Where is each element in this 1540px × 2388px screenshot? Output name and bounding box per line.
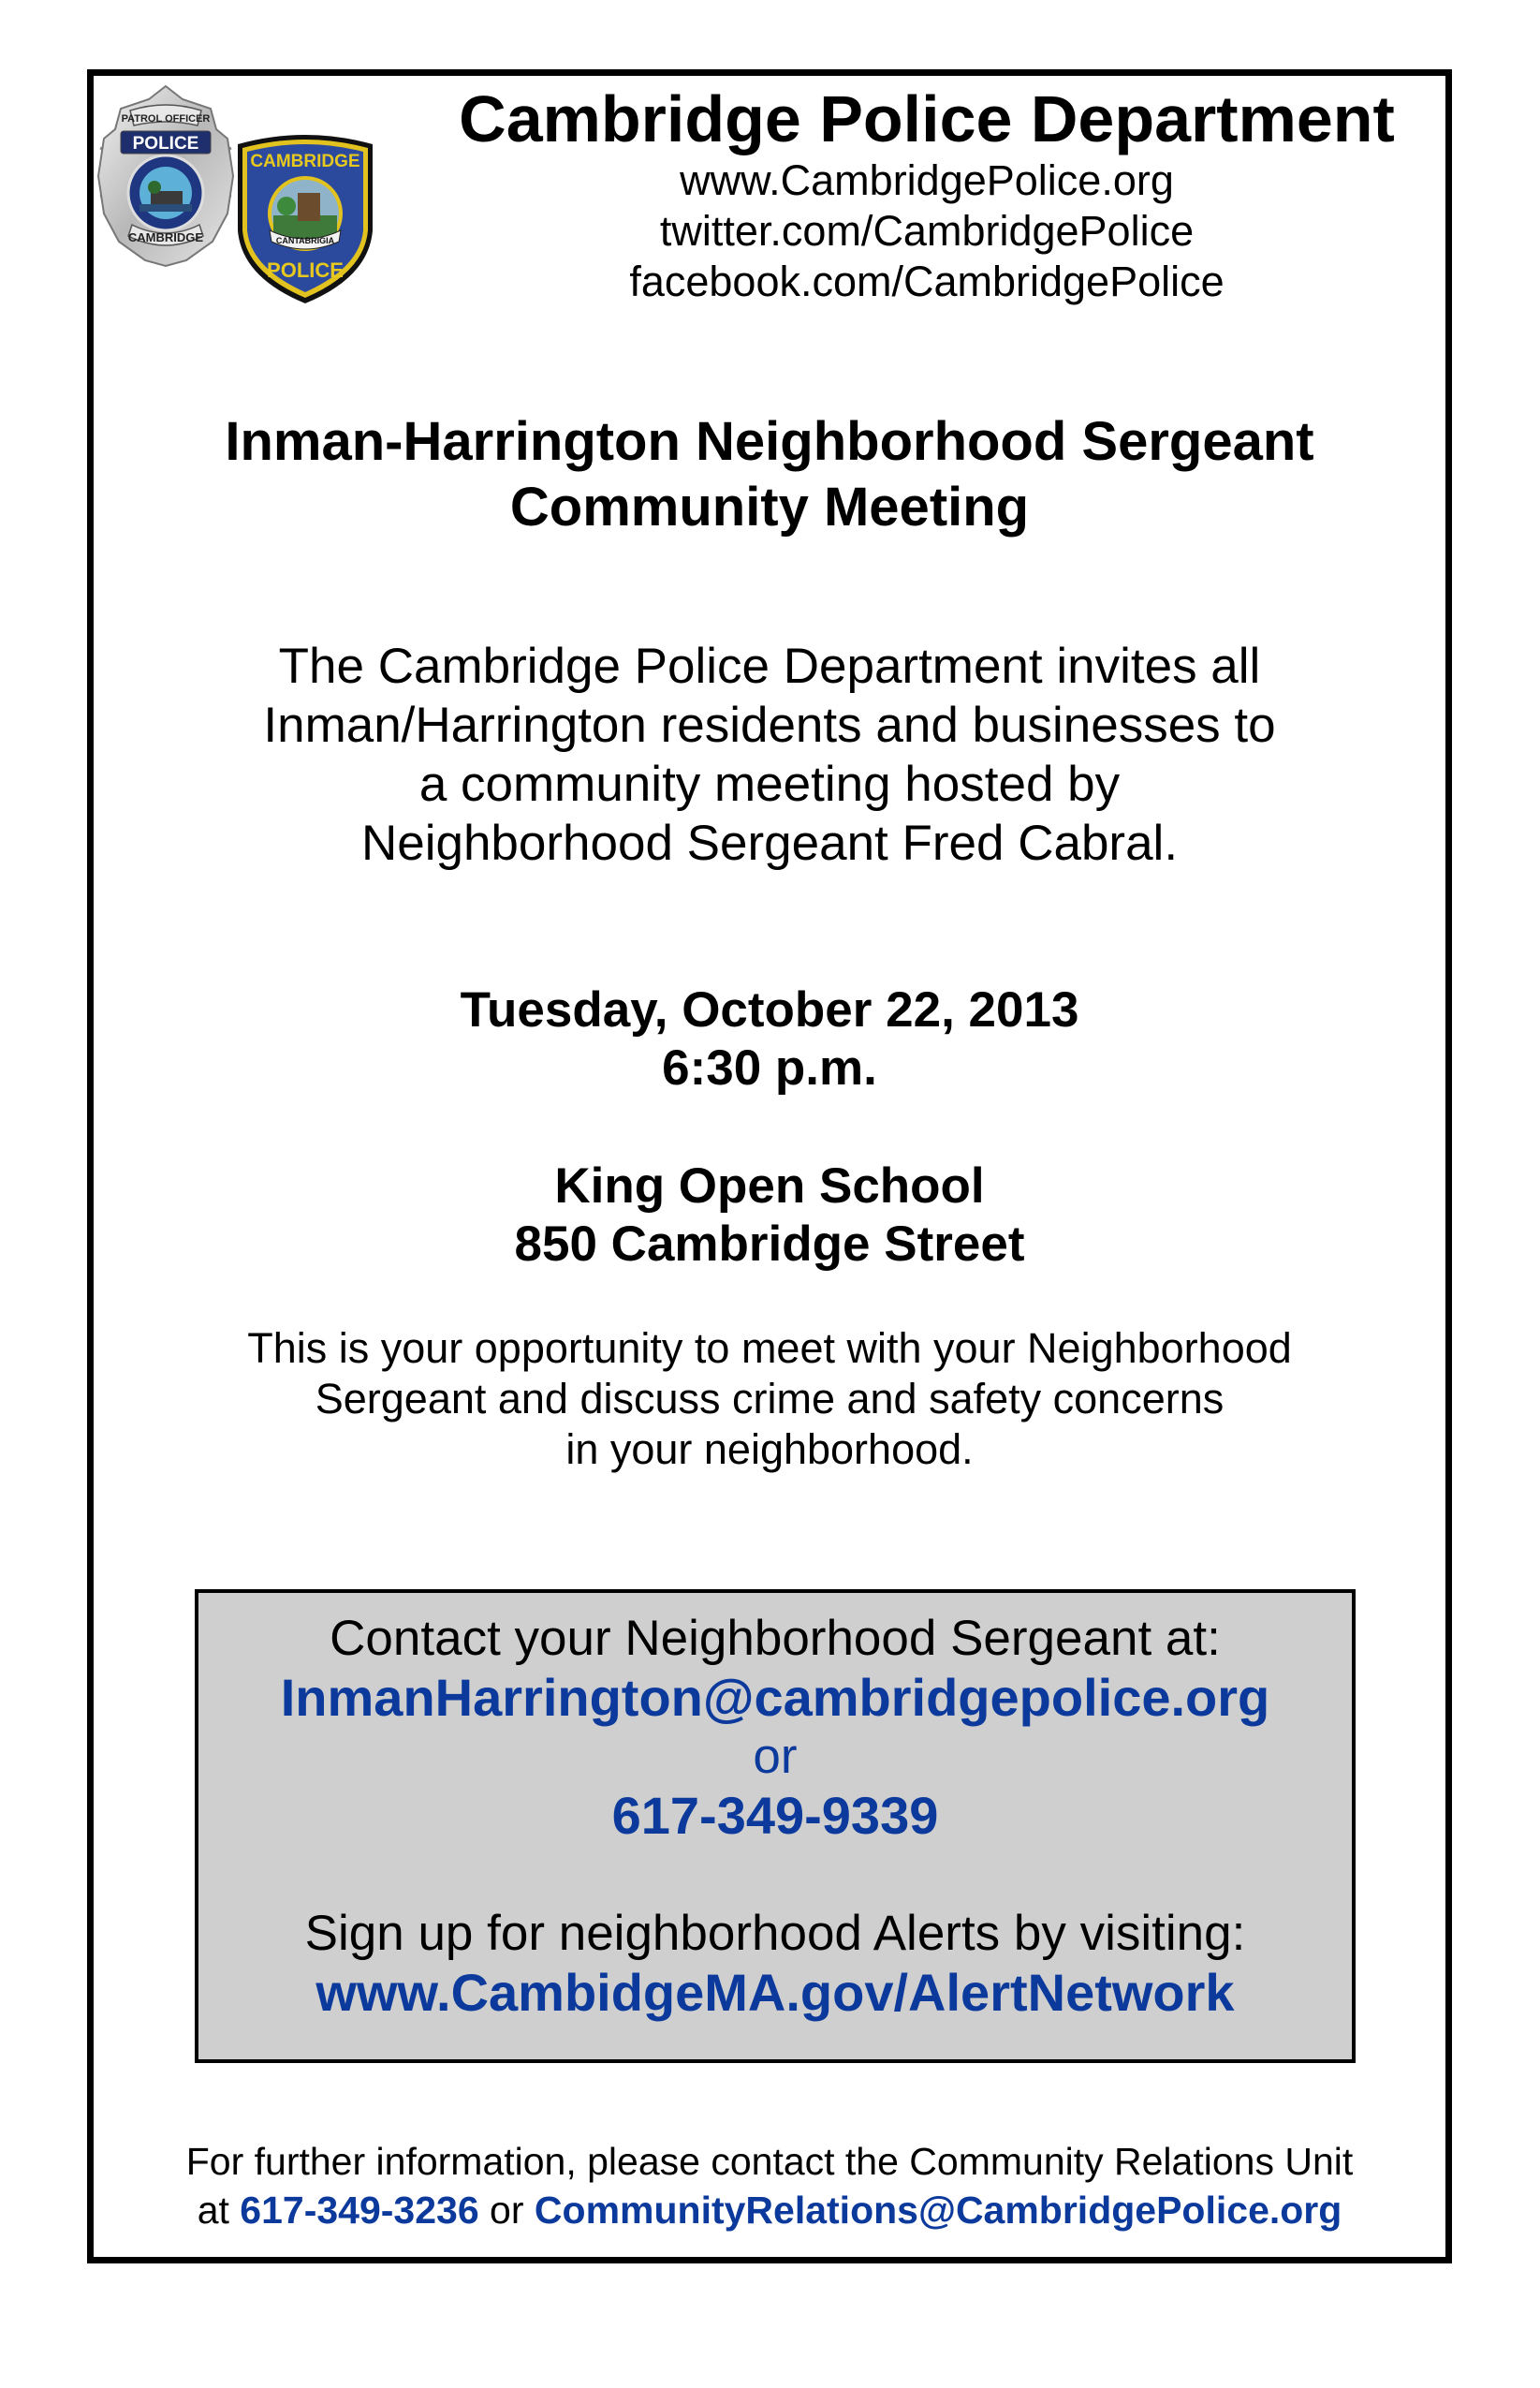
facebook-link[interactable]: facebook.com/CambridgePolice <box>629 258 1225 305</box>
footer-prefix: at <box>197 2189 229 2232</box>
svg-text:CANTABRIGIA: CANTABRIGIA <box>275 236 335 245</box>
event-time: 6:30 p.m. <box>662 1040 877 1096</box>
alerts-signup-label: Sign up for neighborhood Alerts by visiting: <box>304 1906 1246 1961</box>
community-relations-phone-link[interactable]: 617-349-3236 <box>240 2189 479 2232</box>
patrol-officer-badge-icon <box>96 82 235 268</box>
twitter-link[interactable]: twitter.com/CambridgePolice <box>659 207 1195 255</box>
contact-label: Contact your Neighborhood Sergeant at: <box>330 1611 1221 1666</box>
svg-text:POLICE: POLICE <box>132 134 199 154</box>
footer-line-1: For further information, please contact the Community Relations Unit <box>185 2140 1354 2183</box>
svg-text:PATROL OFFICER: PATROL OFFICER <box>121 113 211 125</box>
website-link[interactable]: www.CambridgePolice.org <box>680 156 1174 204</box>
svg-text:POLICE: POLICE <box>267 258 344 282</box>
intro-paragraph <box>94 637 1445 873</box>
event-venue: King Open School <box>554 1158 985 1214</box>
contact-or: or <box>753 1729 798 1784</box>
logos <box>94 79 384 308</box>
event-location <box>94 1157 1445 1274</box>
sergeant-phone-link[interactable]: 617-349-9339 <box>611 1786 939 1845</box>
footer-or: or <box>490 2189 524 2232</box>
sergeant-email-link[interactable]: InmanHarrington@cambridgepolice.org <box>280 1668 1270 1727</box>
svg-text:CAMBRIDGE: CAMBRIDGE <box>250 152 360 171</box>
headline-line-2: Community Meeting <box>509 477 1030 538</box>
alert-network-link[interactable]: www.CambidgeMA.gov/AlertNetwork <box>315 1963 1235 2022</box>
contact-box <box>195 1589 1356 2063</box>
headline-line-1: Inman-Harrington Neighborhood Sergeant <box>225 411 1314 472</box>
meeting-headline <box>94 409 1445 540</box>
intro-line: The Cambridge Police Department invites all <box>278 639 1261 694</box>
footer <box>94 2137 1445 2234</box>
community-relations-email-link[interactable]: CommunityRelations@CambridgePolice.org <box>534 2189 1342 2232</box>
department-title: Cambridge Police Department <box>459 82 1395 155</box>
footer-line-2 <box>94 2186 1445 2234</box>
header <box>426 82 1428 307</box>
intro-line: Neighborhood Sergeant Fred Cabral. <box>360 816 1179 871</box>
event-address: 850 Cambridge Street <box>514 1216 1025 1272</box>
intro-line: Inman/Harrington residents and businesses to <box>263 698 1276 753</box>
event-datetime <box>94 981 1445 1098</box>
blurb-line: in your neighborhood. <box>565 1425 974 1473</box>
blurb-line: This is your opportunity to meet with your Neighborhood <box>247 1324 1292 1372</box>
event-date: Tuesday, October 22, 2013 <box>460 982 1079 1038</box>
cambridge-police-patch-icon <box>232 127 378 305</box>
blurb-line: Sergeant and discuss crime and safety concerns <box>315 1375 1225 1422</box>
opportunity-paragraph <box>94 1323 1445 1475</box>
svg-text:CAMBRIDGE: CAMBRIDGE <box>127 230 204 244</box>
intro-line: a community meeting hosted by <box>418 757 1121 812</box>
